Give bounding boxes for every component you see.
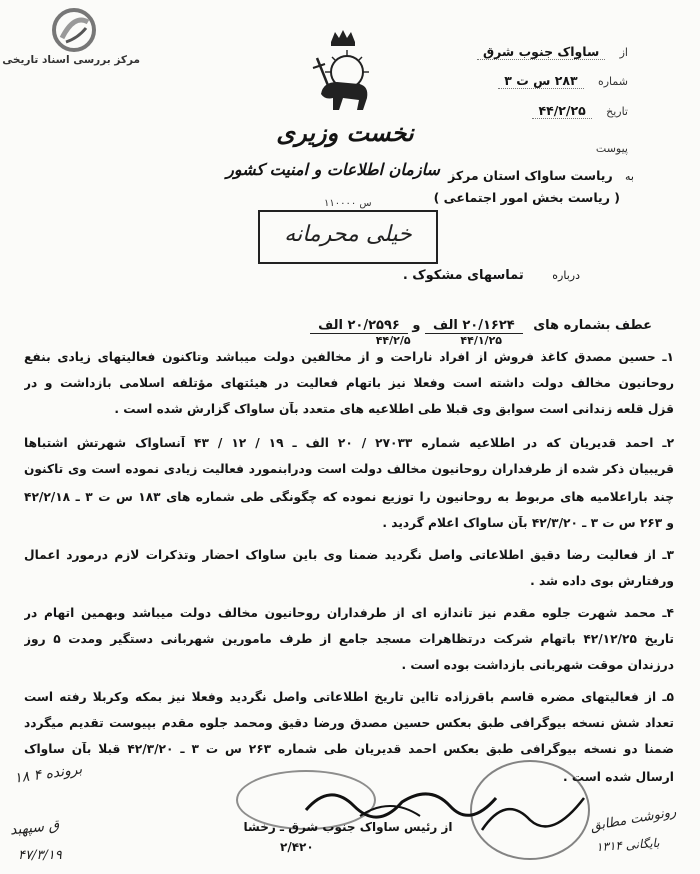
secret-code: س ۱۱۰۰۰۰: [324, 198, 372, 209]
body-line: ۳ـ از فعالیت رضا دقیق اطلاعاتی واصل نگردید ضمنا وی باین ساواک احضار وتذکرات لازم درمورد اعمال: [24, 548, 674, 562]
stamp-signature-icon: [478, 790, 588, 840]
number-value: ۲۸۳ س ت ۳: [498, 73, 583, 89]
handwritten-note: برونده ۴ ۱۸: [13, 761, 84, 787]
recipient-label: به: [625, 170, 634, 183]
handwritten-note: بایگانی ۱۳۱۴: [595, 835, 660, 855]
body-line: ۱ـ حسین مصدق کاغذ فروش از افراد ناراحت و از مخالفین دولت میباشد وتاکنون فعالیتهای زیادی بنفع: [24, 350, 674, 364]
body-line: ۴ـ محمد شهرت جلوه مقدم نیز تاندازه ای از طرفداران روحانیون مخالف دولت میباشد وبهمین اتهام در: [24, 606, 674, 620]
recipient-line: [448, 168, 634, 183]
secret-stamp-text: خیلی محرمانه: [284, 222, 412, 247]
recipient-value: ریاست ساواک استان مرکز: [448, 168, 613, 183]
reference-label: عطف بشماره های: [533, 318, 652, 333]
reference-number-2: ۲۰/۲۵۹۶ الف: [310, 318, 408, 334]
date-field: [532, 103, 628, 118]
from-label: از: [619, 46, 628, 59]
reference-date-2: ۴۴/۲/۵: [375, 334, 411, 347]
handwritten-note: رونوشت مطابق: [589, 804, 678, 835]
subject-line: [403, 268, 580, 283]
body-line: ۵ـ از فعالیتهای مضره قاسم باقرزاده تااین تاریخ اطلاعاتی واصل نگردید وفعلا نیز بمکه وکربلا رفته است: [24, 690, 674, 704]
body-line: قریبیان ذکر شده از طرفداران روحانیون مخالف دولت است ودرابنمورد فعالیت زیادی نموده است وی تاکنون: [24, 462, 674, 476]
body-line: ورفتارش بوی داده شد .: [530, 574, 674, 588]
reference-line: [172, 318, 652, 347]
archive-logo: [2, 8, 140, 72]
from-field: [477, 44, 628, 59]
body-line: چند باراعلامیه های مربوط به روحانیون را توزیع نموده که چگونگی طی شماره های ۱۸۳ س ت ۳ ـ ۴۲/۲/۱۸: [24, 490, 674, 504]
body-line: ضمنا دو نسخه بیوگرافی طبق بعکس احمد قدیریان طی شماره ۲۶۳ س ت ۳ ـ ۴۲/۳/۲۰ قبلا بآن ساواک: [24, 742, 674, 756]
body-line: و ۲۶۳ س ت ۳ ـ ۴۲/۳/۲۰ بآن ساواک اعلام گردید .: [382, 516, 674, 530]
body-line: قزل قلعه زندانی است سوابق وی قبلا طی اطلاعیه های متعدد بآن ساواک گزارش شده است .: [114, 402, 674, 416]
date-value: ۴۴/۲/۲۵: [532, 103, 591, 119]
number-field: [498, 73, 628, 88]
subject-label: درباره: [552, 269, 580, 282]
footer-organization: از رئیس ساواک جنوب شرق ـ رخشا: [243, 820, 453, 834]
recipient-sub: ( ریاست بخش امور اجتماعی ): [433, 190, 620, 205]
reference-number-1: ۲۰/۱۶۲۴ الف: [425, 318, 523, 334]
ministry-title: نخست وزیری: [276, 118, 414, 147]
body-line: روحانیون مخالف دولت داشته است وفعلا نیز باتهام فعالیت در هیئتهای مؤتلفه اسلامی بازداشت و در: [24, 376, 674, 390]
body-line: تعداد شش نسخه بیوگرافی طبق بعکس حسین مصدق ورضا دقیق ومحمد جلوه مقدم بپیوست تقدیم میگردد: [24, 716, 674, 730]
archive-name: مرکز بررسی اسناد تاریخی: [2, 54, 140, 66]
subject-value: تماسهای مشکوک .: [402, 268, 524, 283]
number-label: شماره: [597, 75, 628, 88]
body-line: ارسال شده است .: [563, 770, 674, 784]
handwritten-note: ق سپهبد: [9, 817, 60, 839]
from-value: ساواک جنوب شرق: [477, 44, 605, 60]
archive-logo-icon: [52, 8, 96, 52]
body-line: درزندان موقت شهربانی بازداشت بوده است .: [401, 658, 674, 672]
footer-number: ۲/۴۲۰: [280, 840, 314, 854]
body-line: ۲ـ احمد قدیریان که در اطلاعیه شماره ۲۷۰۳۳ / ۲۰ الف ـ ۱۹ / ۱۲ / ۴۳ آنساواک شهرتش اشتباها: [24, 436, 674, 450]
date-label: تاریخ: [606, 105, 628, 118]
handwritten-date: ۴۷/۳/۱۹: [18, 848, 62, 863]
attachment-field: [586, 140, 628, 155]
signature-icon: [300, 776, 500, 826]
secret-stamp: [258, 198, 438, 264]
reference-conjunction: و: [412, 318, 421, 333]
reference-dates: [172, 334, 502, 347]
lion-and-sun-emblem-icon: [303, 28, 383, 120]
reference-date-1: ۴۴/۱/۲۵: [460, 334, 502, 347]
organization-title: سازمان اطلاعات و امنیت کشور: [226, 160, 440, 179]
attachment-label: پیوست: [595, 142, 628, 155]
body-line: تاریخ ۴۲/۱۲/۲۵ باتهام شرکت درتظاهرات مسجد جامع از طرف مامورین شهربانی دستگیر ومدت ۵ روز: [24, 632, 674, 646]
